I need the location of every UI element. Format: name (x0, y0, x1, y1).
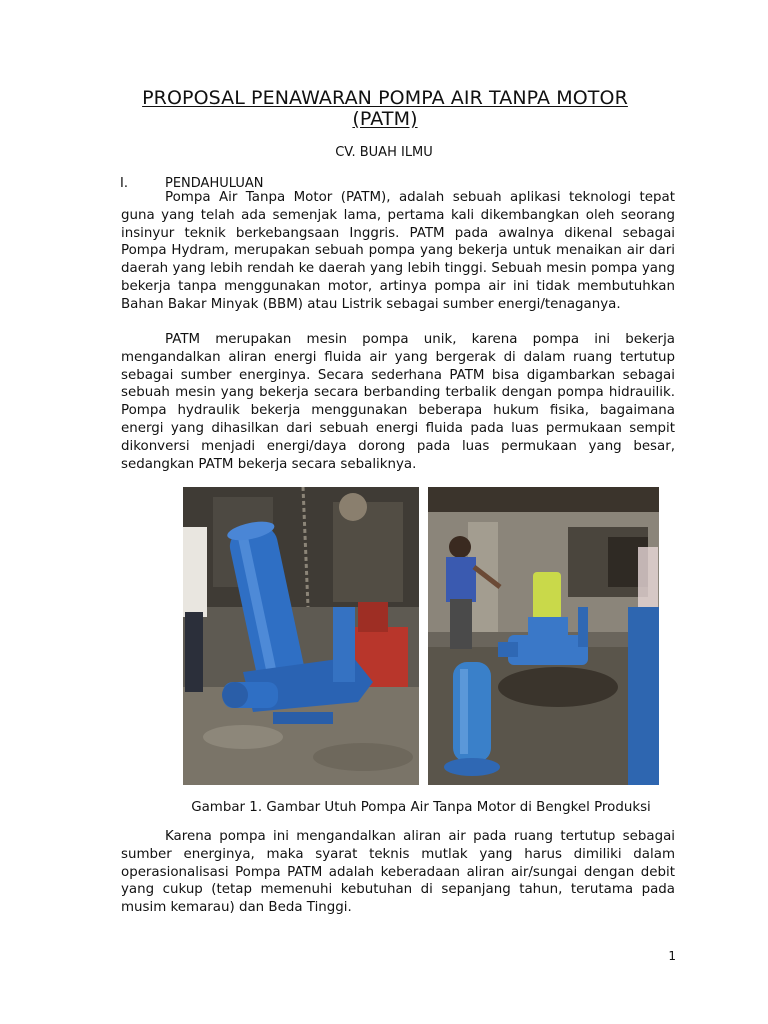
pump-workshop-photo-icon (428, 487, 659, 785)
company-name: CV. BUAH ILMU (335, 145, 433, 160)
figure-caption: Gambar 1. Gambar Utuh Pompa Air Tanpa Motor di Bengkel Produksi (191, 800, 651, 815)
document-title: PROPOSAL PENAWARAN POMPA AIR TANPA MOTOR (PATM) (142, 87, 628, 130)
paragraph-patm-description: PATM merupakan mesin pompa unik, karena pompa ini bekerja mengandalkan aliran energi fluida air yang bergerak di dalam ruang tertutup sebagai sumber energinya. Secara sederhana PATM bisa digambarkan sebagai sebuah mesin yang bekerja secara berbanding terbalik dengan pompa hidrauilik. Pompa hydraulik bekerja menggunakan beberapa hukum fisika, bagaimana energi yang dihasilkan dari sebuah energi fluida pada luas permukaan sempit dikonversi menjadi energi/daya dorong pada luas permukaan yang besar, sedangkan PATM bekerja secara sebaliknya. (121, 332, 675, 472)
paragraph-intro: Pompa Air Tanpa Motor (PATM), adalah sebuah aplikasi teknologi tepat guna yang telah ada semenjak lama, pertama kali dikembangkan oleh seorang insinyur teknik berkebangsaan Inggris. PATM pada awalnya dikenal sebagai Pompa Hydram, merupakan sebuah pompa yang bekerja untuk menaikan air dari daerah yang lebih rendah ke daerah yang lebih tinggi. Sebuah mesin pompa yang bekerja tanpa menggunakan motor, artinya pompa air ini tidak membutuhkan Bahan Bakar Minyak (BBM) atau Listrik sebagai sumber energi/tenaganya. (121, 190, 675, 312)
section-heading: PENDAHULUAN (165, 176, 264, 191)
page-number: 1 (668, 949, 676, 963)
section-number: I. (120, 176, 128, 191)
paragraph-requirements: Karena pompa ini mengandalkan aliran air pada ruang tertutup sebagai sumber energinya, maka syarat teknis mutlak yang harus dimiliki dalam operasionalisasi Pompa PATM adalah keberadaan aliran air/sungai dengan debit yang cukup (tetap memenuhi kebutuhan di sepanjang tahun, terutama pada musim kemarau) dan Beda Tinggi. (121, 829, 675, 916)
blue-pump-photo-icon (183, 487, 419, 785)
